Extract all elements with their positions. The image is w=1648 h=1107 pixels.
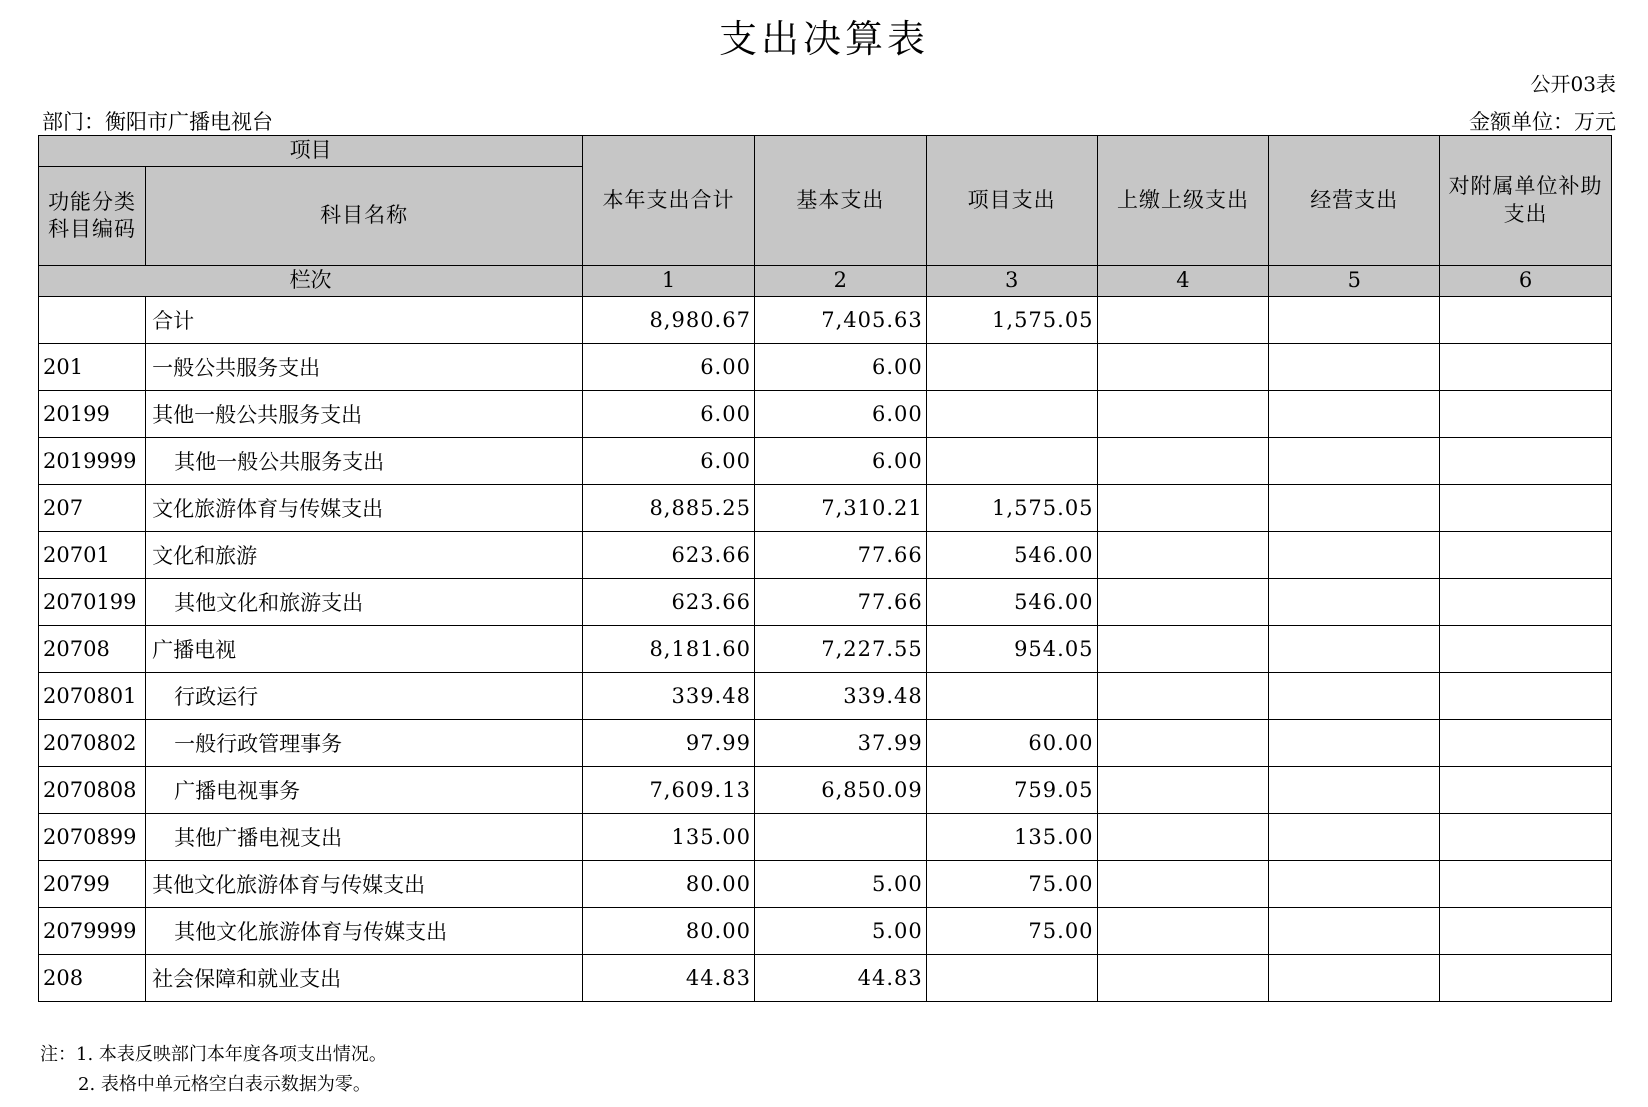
cell-basic: 77.66 [754,579,926,626]
cell-business [1269,814,1440,861]
col-num: 6 [1440,266,1612,297]
cell-subject-name: 文化旅游体育与传媒支出 [146,485,583,532]
cell-code: 20708 [39,626,146,673]
cell-subsidy [1440,532,1612,579]
table-row [39,438,1612,485]
header-col-order: 栏次 [39,266,583,297]
cell-total: 80.00 [583,861,755,908]
cell-total: 6.00 [583,344,755,391]
cell-total: 6.00 [583,391,755,438]
cell-subject-name: 合计 [146,297,583,344]
table-row [39,485,1612,532]
cell-upper [1097,814,1269,861]
cell-upper [1097,391,1269,438]
cell-subject-name: 其他一般公共服务支出 [146,391,583,438]
cell-upper [1097,344,1269,391]
table-row [39,673,1612,720]
cell-project: 135.00 [926,814,1097,861]
cell-total: 8,885.25 [583,485,755,532]
cell-basic: 6.00 [754,438,926,485]
cell-upper [1097,908,1269,955]
cell-upper [1097,579,1269,626]
cell-code: 2079999 [39,908,146,955]
cell-subsidy [1440,626,1612,673]
cell-business [1269,908,1440,955]
cell-upper [1097,673,1269,720]
cell-project: 546.00 [926,579,1097,626]
cell-subject-name: 社会保障和就业支出 [146,955,583,1002]
cell-total: 623.66 [583,579,755,626]
cell-basic: 6.00 [754,344,926,391]
cell-total: 8,181.60 [583,626,755,673]
cell-subject-name: 行政运行 [146,673,583,720]
col-num: 1 [583,266,755,297]
cell-subsidy [1440,391,1612,438]
header-basic: 基本支出 [754,136,926,266]
cell-total: 339.48 [583,673,755,720]
cell-business [1269,767,1440,814]
table-row [39,297,1612,344]
cell-basic: 77.66 [754,532,926,579]
cell-project [926,955,1097,1002]
table-row [39,579,1612,626]
cell-basic: 44.83 [754,955,926,1002]
col-num: 5 [1269,266,1440,297]
cell-subsidy [1440,344,1612,391]
cell-business [1269,955,1440,1002]
cell-business [1269,626,1440,673]
cell-subsidy [1440,485,1612,532]
header-business: 经营支出 [1269,136,1440,266]
cell-basic [754,814,926,861]
form-code: 公开03表 [1530,72,1616,96]
expenditure-table [38,135,1612,1002]
cell-total: 623.66 [583,532,755,579]
cell-basic: 339.48 [754,673,926,720]
cell-subsidy [1440,814,1612,861]
table-body [39,297,1612,1002]
cell-business [1269,861,1440,908]
cell-upper [1097,861,1269,908]
cell-subsidy [1440,438,1612,485]
cell-business [1269,391,1440,438]
cell-project [926,438,1097,485]
cell-upper [1097,767,1269,814]
header-subsidy: 对附属单位补助支出 [1440,136,1612,266]
cell-subsidy [1440,720,1612,767]
cell-basic: 7,227.55 [754,626,926,673]
cell-subject-name: 一般行政管理事务 [146,720,583,767]
cell-subject-name: 一般公共服务支出 [146,344,583,391]
cell-subsidy [1440,908,1612,955]
cell-upper [1097,438,1269,485]
note-line: 注：1. 本表反映部门本年度各项支出情况。 [40,1044,387,1065]
cell-total: 44.83 [583,955,755,1002]
header-item: 项目 [39,136,583,167]
col-num: 3 [926,266,1097,297]
cell-basic: 6,850.09 [754,767,926,814]
cell-subsidy [1440,955,1612,1002]
table-row [39,767,1612,814]
table-row [39,626,1612,673]
page-title: 支出决算表 [718,17,929,61]
cell-code: 208 [39,955,146,1002]
cell-project: 954.05 [926,626,1097,673]
cell-subject-name: 其他文化旅游体育与传媒支出 [146,908,583,955]
cell-code: 2070802 [39,720,146,767]
cell-total: 8,980.67 [583,297,755,344]
table-row [39,391,1612,438]
cell-subject-name: 其他文化和旅游支出 [146,579,583,626]
cell-total: 97.99 [583,720,755,767]
cell-code: 2070808 [39,767,146,814]
cell-total: 80.00 [583,908,755,955]
table-row [39,861,1612,908]
cell-code [39,297,146,344]
cell-subject-name: 其他广播电视支出 [146,814,583,861]
cell-subject-name: 其他文化旅游体育与传媒支出 [146,861,583,908]
cell-upper [1097,720,1269,767]
table-row [39,955,1612,1002]
unit-label: 金额单位：万元 [1469,110,1616,134]
cell-subsidy [1440,297,1612,344]
cell-project [926,391,1097,438]
cell-subsidy [1440,673,1612,720]
cell-project: 1,575.05 [926,297,1097,344]
cell-code: 201 [39,344,146,391]
cell-upper [1097,297,1269,344]
cell-subject-name: 其他一般公共服务支出 [146,438,583,485]
col-num: 4 [1097,266,1269,297]
cell-business [1269,297,1440,344]
cell-upper [1097,626,1269,673]
cell-basic: 37.99 [754,720,926,767]
cell-basic: 6.00 [754,391,926,438]
header-project: 项目支出 [926,136,1097,266]
cell-project: 1,575.05 [926,485,1097,532]
cell-subject-name: 广播电视 [146,626,583,673]
cell-code: 20199 [39,391,146,438]
cell-total: 6.00 [583,438,755,485]
cell-business [1269,532,1440,579]
cell-business [1269,438,1440,485]
cell-subsidy [1440,579,1612,626]
note-line: 2. 表格中单元格空白表示数据为零。 [78,1074,371,1095]
cell-business [1269,344,1440,391]
cell-basic: 5.00 [754,861,926,908]
cell-subsidy [1440,861,1612,908]
cell-subsidy [1440,767,1612,814]
cell-project: 546.00 [926,532,1097,579]
cell-project: 759.05 [926,767,1097,814]
cell-business [1269,720,1440,767]
cell-total: 7,609.13 [583,767,755,814]
cell-project: 60.00 [926,720,1097,767]
cell-upper [1097,532,1269,579]
cell-total: 135.00 [583,814,755,861]
table-row [39,344,1612,391]
cell-basic: 7,405.63 [754,297,926,344]
cell-code: 2019999 [39,438,146,485]
cell-basic: 5.00 [754,908,926,955]
cell-project [926,673,1097,720]
cell-upper [1097,485,1269,532]
cell-code: 207 [39,485,146,532]
col-num: 2 [754,266,926,297]
cell-project: 75.00 [926,908,1097,955]
department-label: 部门：衡阳市广播电视台 [42,110,273,134]
table-row [39,908,1612,955]
cell-subject-name: 文化和旅游 [146,532,583,579]
table-row [39,814,1612,861]
header-subject-name: 科目名称 [146,167,583,266]
cell-business [1269,673,1440,720]
cell-code: 20701 [39,532,146,579]
cell-basic: 7,310.21 [754,485,926,532]
cell-code: 2070801 [39,673,146,720]
header-func-code: 功能分类科目编码 [39,167,146,266]
table-row [39,720,1612,767]
cell-code: 20799 [39,861,146,908]
cell-code: 2070199 [39,579,146,626]
cell-upper [1097,955,1269,1002]
header-total: 本年支出合计 [583,136,755,266]
header-upper: 上缴上级支出 [1097,136,1269,266]
table-row [39,532,1612,579]
cell-business [1269,485,1440,532]
cell-subject-name: 广播电视事务 [146,767,583,814]
cell-business [1269,579,1440,626]
footnotes [40,1040,387,1100]
cell-code: 2070899 [39,814,146,861]
cell-project: 75.00 [926,861,1097,908]
cell-project [926,344,1097,391]
